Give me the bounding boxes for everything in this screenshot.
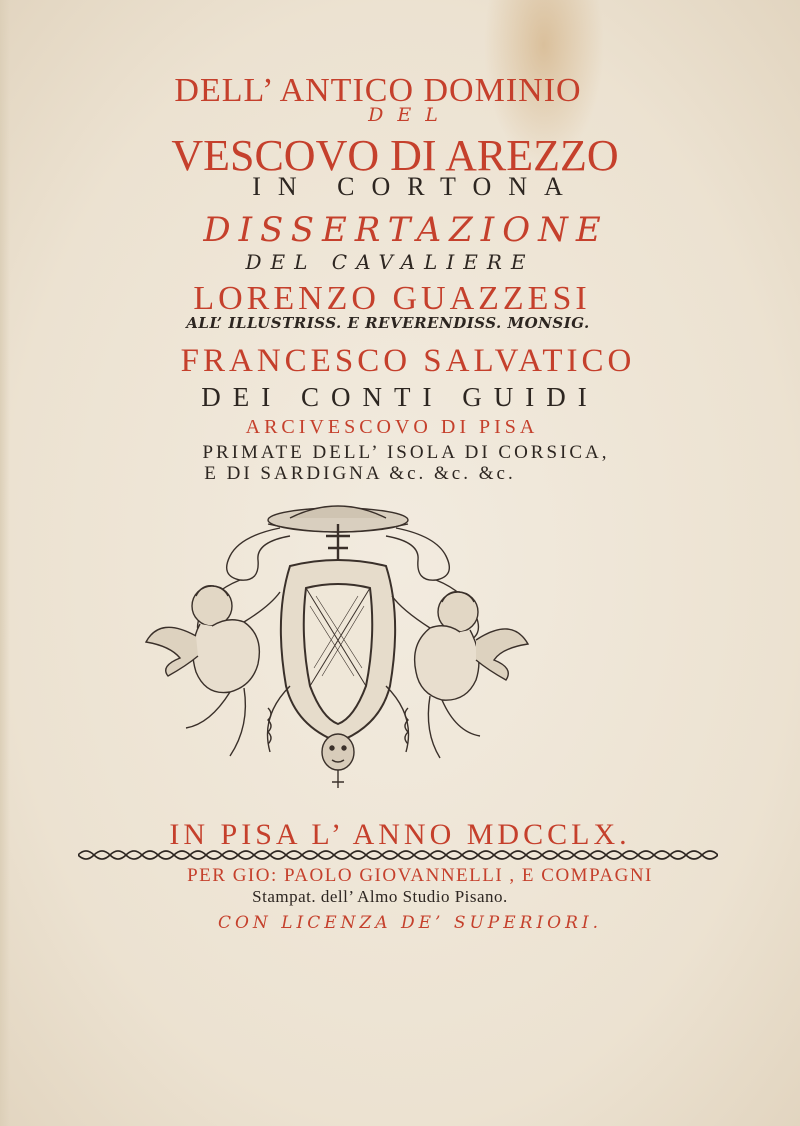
ornament-icon	[78, 848, 718, 862]
dedication-line: ALL’ ILLUSTRISS. E REVERENDISS. MONSIG.	[186, 314, 590, 332]
imprint-printer-note: Stampat. dell’ Almo Studio Pisano.	[252, 887, 508, 906]
imprint-place-year: IN PISA L’ ANNO MDCCLX.	[169, 818, 631, 851]
dedicatee-primate-line: PRIMATE DELL’ ISOLA DI CORSICA,	[202, 442, 610, 463]
dedicatee-title: ARCIVESCOVO DI PISA	[245, 416, 539, 438]
title-line-2: DEL	[368, 104, 452, 126]
title-line-5: DISSERTAZIONE	[203, 210, 609, 250]
title-line-4: IN CORTONA	[252, 172, 580, 201]
imprint-printer: PER GIO: PAOLO GIOVANNELLI , E COMPAGNI	[187, 865, 653, 886]
title-line-3: VESCOVO DI AREZZO	[171, 131, 619, 180]
crest-icon	[140, 496, 660, 796]
imprint-license: CON LICENZA DE’ SUPERIORI.	[217, 913, 603, 933]
title-line-1: DELL’ ANTICO DOMINIO	[174, 72, 582, 109]
author-name: LORENZO GUAZZESI	[193, 280, 591, 317]
dedicatee-sardinia-line: E DI SARDIGNA &c. &c. &c.	[204, 463, 516, 484]
title-line-6: DEL CAVALIERE	[245, 250, 535, 274]
dedicatee-name: FRANCESCO SALVATICO	[180, 343, 636, 379]
dedicatee-family: DEI CONTI GUIDI	[201, 382, 599, 412]
